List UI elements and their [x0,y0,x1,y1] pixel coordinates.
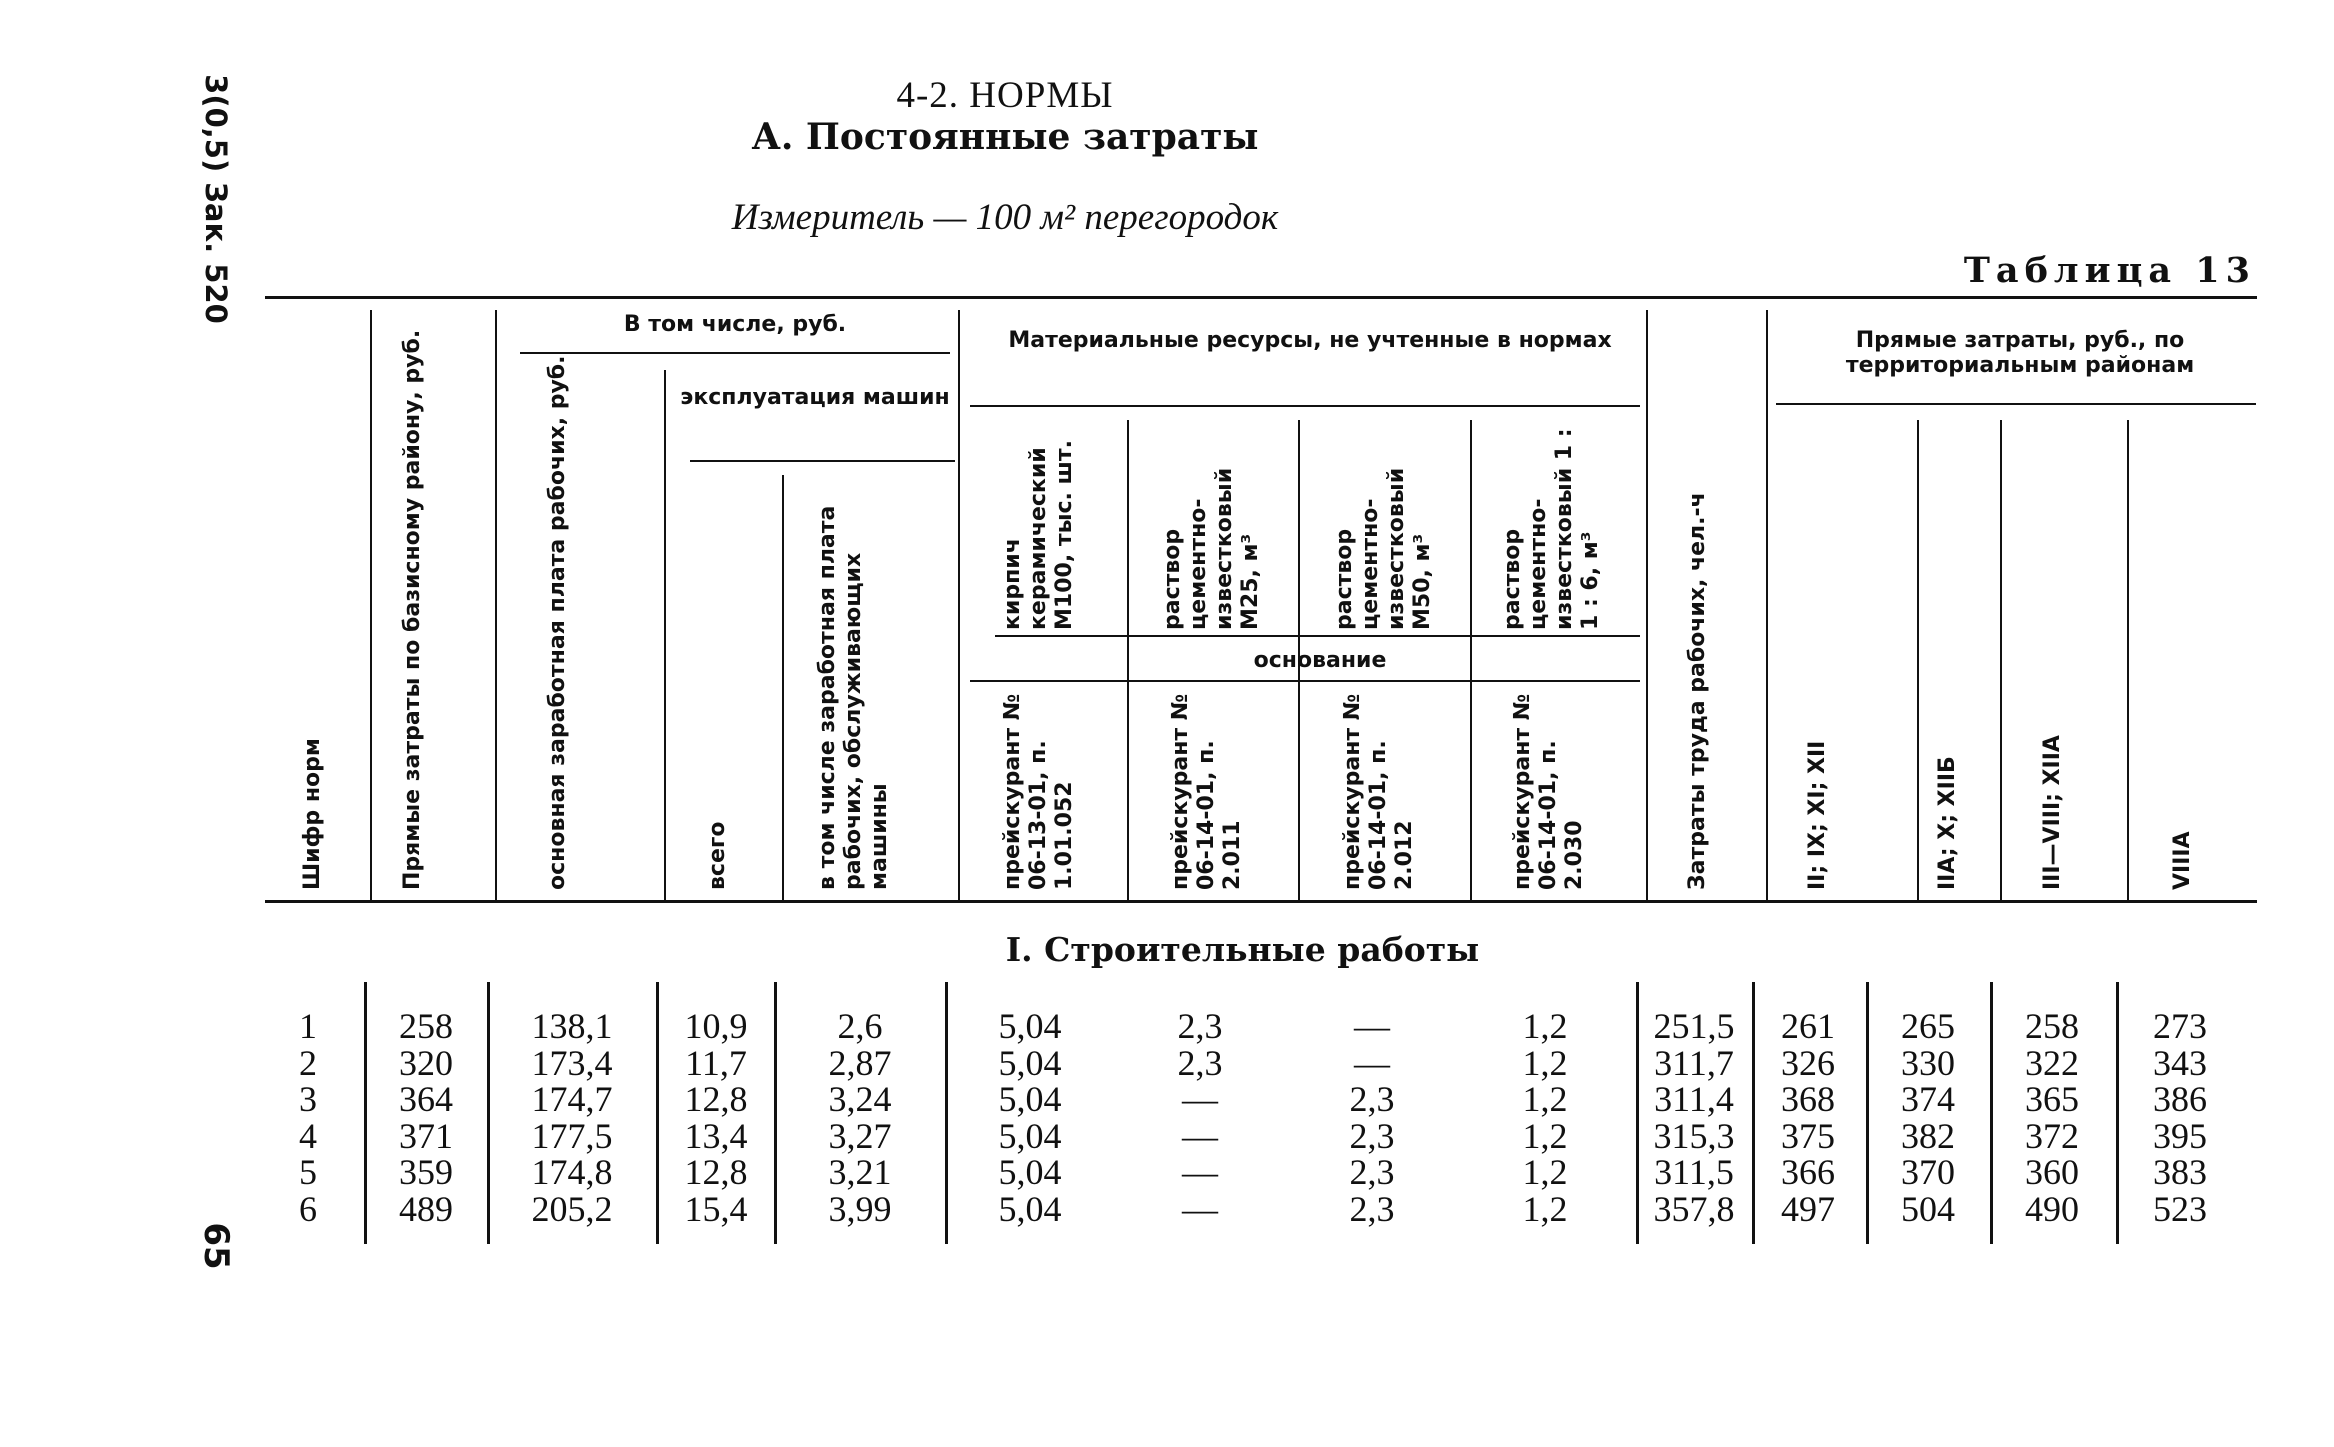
section-heading: 4-2. НОРМЫ [896,75,1114,116]
hdr-subrule-machines [690,460,955,462]
table-cell: 1,2 [1522,1152,1568,1193]
table-cell: — [1354,1042,1390,1083]
table-cell: 357,8 [1653,1189,1735,1229]
hdr-machines-wages-box [815,465,935,890]
table-cell: 11,7 [685,1042,747,1083]
table-cell: 173,4 [531,1042,613,1083]
table-cell: 375 [1781,1115,1835,1156]
hdr-reg2-box [1935,640,1985,890]
table-header-bottom-rule [265,900,2257,903]
hdr-basis3-box [1340,690,1430,890]
table-cell: 258 [399,1006,453,1046]
table-cell: — [1354,1006,1390,1046]
hdr-divider [1646,310,1648,900]
hdr-wages: основная заработная плата рабочих, руб. [545,355,570,890]
table-cell: 320 [399,1042,453,1083]
table-cell: 5,04 [998,1152,1062,1193]
table-cell: 3 [299,1079,317,1120]
hdr-mat1: кирпич керамический М100, тыс. шт. [1000,439,1077,630]
table-cell: 504 [1901,1189,1955,1229]
table-cell: 12,8 [684,1152,748,1193]
table-cell: 2,6 [837,1006,883,1046]
hdr-reg3-box [2040,640,2090,890]
table-cell: 523 [2153,1189,2207,1229]
hdr-reg4: VIIIA [2170,831,2195,890]
body-divider [2116,982,2119,1244]
table-cell: 138,1 [531,1006,613,1046]
measure-heading: Измеритель — 100 м² перегородок [731,197,1279,238]
table-cell: 360 [2025,1152,2079,1193]
hdr-mat1-box [1000,410,1100,630]
hdr-machines-wages: в том числе заработная плата рабочих, обслуживающих машины [815,505,892,890]
table-cell: 3,21 [828,1152,892,1193]
table-cell: 326 [1781,1042,1835,1083]
hdr-wages-box [545,355,625,890]
hdr-subrule-basis-bottom [970,680,1640,682]
table-cell: 2 [299,1042,317,1083]
table-cell: 177,5 [531,1115,613,1156]
table-cell: 2,3 [1349,1115,1395,1156]
hdr-reg1: II; IX; XI; XII [1805,740,1830,890]
table-cell: 311,4 [1654,1079,1734,1120]
table-cell: 489 [399,1189,453,1229]
table-cell: — [1182,1189,1218,1229]
hdr-reg3: III—VIII; XIIA [2040,735,2065,890]
table-cell: 395 [2153,1115,2207,1156]
table-cell: 258 [2025,1006,2079,1046]
table-cell: 15,4 [684,1189,748,1229]
table-cell: 330 [1901,1042,1955,1083]
hdr-machines: эксплуатация машин [680,385,950,410]
body-divider [774,982,777,1244]
table-top-rule [265,296,2257,299]
hdr-code-box [300,640,360,890]
hdr-divider [664,370,666,900]
body-divider [487,982,490,1244]
hdr-divider [782,475,784,900]
hdr-subrule-materials [970,405,1640,407]
table-cell: 315,3 [1653,1115,1735,1156]
table-cell: 3,24 [828,1079,892,1120]
table-cell: — [1182,1115,1218,1156]
table-cell: 368 [1781,1079,1835,1120]
table-cell: 12,8 [684,1079,748,1120]
hdr-mat3: раствор цементно-известковый М50, м³ [1332,467,1435,630]
table-cell: 2,3 [1177,1006,1223,1046]
table-cell: 1,2 [1522,1079,1568,1120]
table-cell: 2,3 [1349,1189,1395,1229]
table-cell: 10,9 [684,1006,748,1046]
table-cell: 382 [1901,1115,1955,1156]
table-cell: 13,4 [684,1115,748,1156]
table-cell: 1,2 [1522,1006,1568,1046]
table-cell: 5,04 [998,1115,1062,1156]
table-cell: 1 [299,1006,317,1046]
body-divider [1866,982,1869,1244]
hdr-reg2: IIA; X; XIIБ [1935,756,1960,890]
table-cell: 2,87 [828,1042,892,1083]
hdr-basis3: прейскурант № 06-14-01, п. 2.012 [1340,693,1417,890]
table-cell: 2,3 [1349,1152,1395,1193]
hdr-mat3-box [1332,410,1435,630]
table-cell: 3,27 [828,1115,892,1156]
table-cell: 366 [1781,1152,1835,1193]
hdr-materials: Материальные ресурсы, не учтенные в нормах [1008,328,1612,353]
hdr-mat4-box [1500,410,1610,630]
table-cell: 5,04 [998,1189,1062,1229]
subsection-heading: А. Постоянные затраты [751,116,1259,158]
hdr-including: В том числе, руб. [623,312,847,337]
table-cell: 4 [299,1115,317,1156]
hdr-mat2: раствор цементно-известковый М25, м³ [1160,467,1263,630]
hdr-divider [958,310,960,900]
table-cell: 174,7 [531,1079,613,1120]
hdr-divider [2127,420,2129,900]
section-title: I. Строительные работы [1005,930,1480,969]
table-cell: 265 [1901,1006,1955,1046]
hdr-machines-total-box [705,700,755,890]
table-cell: 343 [2153,1042,2207,1083]
hdr-basis1-box [1000,690,1100,890]
hdr-direct-base-box [400,310,480,890]
table-cell: 261 [1781,1006,1835,1046]
hdr-machines-total: всего [705,821,730,890]
table-cell: 6 [299,1189,317,1229]
hdr-regions: Прямые затраты, руб., по территориальным районам [1845,328,2195,378]
table-cell: — [1182,1152,1218,1193]
table-label: Таблица 13 [1963,250,2256,291]
hdr-subrule-regions [1776,403,2256,405]
table-cell: 370 [1901,1152,1955,1193]
hdr-divider [370,310,372,900]
table-cell: 251,5 [1653,1006,1735,1046]
table-cell: 1,2 [1522,1042,1568,1083]
hdr-basis: основание [1253,648,1387,673]
hdr-code: Шифр норм [300,738,325,890]
table-cell: 371 [399,1115,453,1156]
table-cell: 311,7 [1654,1042,1734,1083]
table-cell: 5,04 [998,1006,1062,1046]
hdr-divider [1766,310,1768,900]
hdr-divider [1917,420,1919,900]
table-cell: 1,2 [1522,1115,1568,1156]
table-cell: 383 [2153,1152,2207,1193]
table-cell: 5,04 [998,1079,1062,1120]
table-cell: 365 [2025,1079,2079,1120]
table-cell: 364 [399,1079,453,1120]
hdr-basis4: прейскурант № 06-14-01, п. 2.030 [1510,693,1587,890]
hdr-mat4: раствор цементно-известковый 1 : 1 : 6, м³ [1500,428,1603,630]
hdr-basis1: прейскурант № 06-13-01, п. 1.01.052 [1000,693,1077,890]
table-cell: — [1182,1079,1218,1120]
hdr-divider [495,310,497,900]
table-cell: 359 [399,1152,453,1193]
table-cell: 273 [2153,1006,2207,1046]
hdr-direct-base: Прямые затраты по базисному району, руб. [400,329,425,890]
hdr-reg1-box [1805,640,1855,890]
hdr-labor: Затраты труда рабочих, чел.-ч [1685,492,1710,890]
table-cell: 3,99 [828,1189,892,1229]
hdr-basis2-box [1168,690,1258,890]
hdr-labor-box [1685,420,1735,890]
hdr-subrule-basis-top [995,635,1640,637]
order-note-text: 3(0,5) Зак. 520 [199,74,233,324]
table-cell: 490 [2025,1189,2079,1229]
table-cell: 205,2 [531,1189,613,1229]
hdr-reg4-box [2170,640,2220,890]
table-cell: 2,3 [1177,1042,1223,1083]
table-cell: 1,2 [1522,1189,1568,1229]
body-divider [945,982,948,1244]
hdr-mat2-box [1160,410,1263,630]
table-cell: 372 [2025,1115,2079,1156]
table-cell: 311,5 [1654,1152,1734,1193]
hdr-basis4-box [1510,690,1600,890]
hdr-subrule-including [520,352,950,354]
table-cell: 497 [1781,1189,1835,1229]
table-cell: 386 [2153,1079,2207,1120]
table-cell: 2,3 [1349,1079,1395,1120]
body-divider [656,982,659,1244]
table-cell: 322 [2025,1042,2079,1083]
page-number-text: 65 [196,1222,236,1270]
table-cell: 374 [1901,1079,1955,1120]
table-cell: 5 [299,1152,317,1193]
table-cell: 5,04 [998,1042,1062,1083]
table-cell: 174,8 [531,1152,613,1193]
page-number [196,1208,236,1278]
body-divider [364,982,367,1244]
hdr-divider [2000,420,2002,900]
hdr-basis2: прейскурант № 06-14-01, п. 2.011 [1168,693,1245,890]
